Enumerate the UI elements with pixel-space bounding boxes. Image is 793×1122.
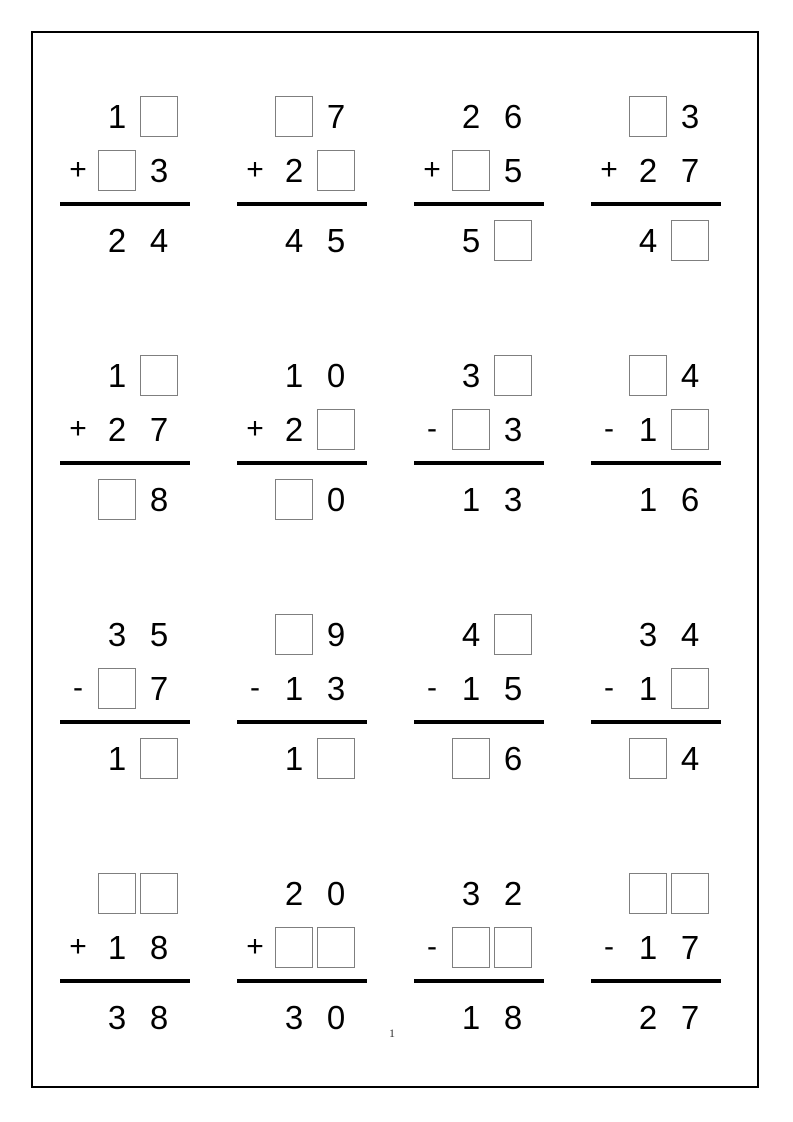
result-row [60, 992, 190, 1042]
equals-rule-line [414, 720, 544, 724]
math-problem [591, 350, 721, 524]
digit: 4 [680, 356, 700, 394]
operator-sign: - [250, 671, 260, 704]
operator-spacer [591, 215, 627, 265]
bottom-operand-row [414, 922, 544, 972]
bottom-operand-row [237, 404, 367, 454]
digit: 1 [638, 669, 658, 707]
answer-box[interactable] [140, 96, 178, 137]
math-problem [60, 350, 190, 524]
operator-spacer [60, 868, 96, 918]
top-operand-row [414, 91, 544, 141]
digit: 1 [284, 356, 304, 394]
result-row [237, 474, 367, 524]
answer-box[interactable] [452, 409, 490, 450]
operator-sign: + [246, 153, 264, 186]
math-problem [60, 609, 190, 783]
equals-rule-line [60, 461, 190, 465]
digit: 1 [638, 410, 658, 448]
operator-sign: + [600, 153, 618, 186]
operator-spacer [60, 91, 96, 141]
digit: 1 [461, 669, 481, 707]
digit: 7 [149, 410, 169, 448]
result-row [591, 733, 721, 783]
digit: 7 [326, 97, 346, 135]
digit: 4 [284, 221, 304, 259]
operator-sign: + [69, 412, 87, 445]
bottom-operand-row [414, 145, 544, 195]
digit: 2 [503, 874, 523, 912]
bottom-operand-row [60, 404, 190, 454]
digit: 2 [107, 410, 127, 448]
operator-spacer [591, 733, 627, 783]
math-problem [237, 350, 367, 524]
digit: 3 [149, 151, 169, 189]
operator-spacer [414, 609, 450, 659]
digit: 8 [149, 928, 169, 966]
operator-spacer [237, 868, 273, 918]
result-row [591, 474, 721, 524]
page-number: 1 [389, 1026, 395, 1040]
operator-spacer [414, 350, 450, 400]
result-row [237, 733, 367, 783]
top-operand-row [237, 868, 367, 918]
operator-sign: + [69, 930, 87, 963]
operator-spacer [237, 91, 273, 141]
digit: 7 [680, 928, 700, 966]
equals-rule-line [237, 202, 367, 206]
operator-spacer [60, 474, 96, 524]
operator-sign: + [246, 930, 264, 963]
bottom-operand-row [414, 404, 544, 454]
answer-box[interactable] [98, 479, 136, 520]
digit: 1 [107, 739, 127, 777]
answer-box[interactable] [317, 738, 355, 779]
math-problem [414, 91, 544, 265]
operator-sign: - [604, 930, 614, 963]
digit: 1 [638, 480, 658, 518]
operator-sign: - [604, 412, 614, 445]
result-row [414, 733, 544, 783]
top-operand-row [591, 91, 721, 141]
digit: 6 [503, 739, 523, 777]
operator-sign: - [427, 412, 437, 445]
digit: 1 [284, 739, 304, 777]
operator-spacer [237, 609, 273, 659]
operator-spacer [591, 474, 627, 524]
operator-spacer [237, 992, 273, 1042]
operator-spacer [591, 609, 627, 659]
digit: 3 [461, 874, 481, 912]
digit: 2 [284, 874, 304, 912]
math-problem [591, 868, 721, 1042]
answer-box[interactable] [452, 927, 490, 968]
math-problem [414, 868, 544, 1042]
bottom-operand-row [591, 922, 721, 972]
operator-spacer [237, 733, 273, 783]
digit: 4 [149, 221, 169, 259]
top-operand-row [60, 609, 190, 659]
math-problem [60, 868, 190, 1042]
result-row [60, 474, 190, 524]
answer-box[interactable] [98, 150, 136, 191]
bottom-operand-row [414, 663, 544, 713]
bottom-operand-row [591, 404, 721, 454]
result-row [591, 215, 721, 265]
digit: 8 [149, 998, 169, 1036]
operator-spacer [414, 868, 450, 918]
operator-sign: - [427, 930, 437, 963]
operator-spacer [237, 474, 273, 524]
top-operand-row [60, 868, 190, 918]
digit: 4 [680, 739, 700, 777]
digit: 0 [326, 998, 346, 1036]
equals-rule-line [591, 720, 721, 724]
operator-spacer [60, 992, 96, 1042]
top-operand-row [414, 868, 544, 918]
digit: 1 [107, 97, 127, 135]
digit: 3 [503, 480, 523, 518]
digit: 9 [326, 615, 346, 653]
top-operand-row [591, 868, 721, 918]
answer-box[interactable] [494, 927, 532, 968]
digit: 2 [107, 221, 127, 259]
operator-spacer [414, 733, 450, 783]
answer-box[interactable] [275, 927, 313, 968]
digit: 2 [284, 410, 304, 448]
bottom-operand-row [591, 145, 721, 195]
result-row [237, 215, 367, 265]
math-problem [414, 609, 544, 783]
top-operand-row [60, 91, 190, 141]
top-operand-row [60, 350, 190, 400]
operator-spacer [237, 350, 273, 400]
bottom-operand-row [60, 663, 190, 713]
digit: 0 [326, 874, 346, 912]
digit: 2 [461, 97, 481, 135]
digit: 2 [638, 151, 658, 189]
answer-box[interactable] [494, 614, 532, 655]
bottom-operand-row [237, 663, 367, 713]
answer-box[interactable] [140, 355, 178, 396]
digit: 3 [680, 97, 700, 135]
result-row [60, 733, 190, 783]
operator-sign: + [423, 153, 441, 186]
top-operand-row [237, 350, 367, 400]
result-row [591, 992, 721, 1042]
operator-spacer [60, 733, 96, 783]
operator-spacer [591, 868, 627, 918]
math-problem [591, 91, 721, 265]
top-operand-row [414, 609, 544, 659]
digit: 1 [461, 480, 481, 518]
digit: 1 [107, 928, 127, 966]
digit: 1 [638, 928, 658, 966]
answer-box[interactable] [98, 668, 136, 709]
digit: 6 [680, 480, 700, 518]
answer-box[interactable] [494, 355, 532, 396]
digit: 7 [149, 669, 169, 707]
answer-box[interactable] [671, 409, 709, 450]
top-operand-row [591, 609, 721, 659]
operator-spacer [60, 609, 96, 659]
answer-box[interactable] [317, 409, 355, 450]
result-row [60, 215, 190, 265]
answer-box[interactable] [671, 668, 709, 709]
math-problem [414, 350, 544, 524]
digit: 3 [284, 998, 304, 1036]
answer-box[interactable] [275, 614, 313, 655]
result-row [414, 215, 544, 265]
bottom-operand-row [591, 663, 721, 713]
math-problem [237, 868, 367, 1042]
bottom-operand-row [60, 145, 190, 195]
math-problem [591, 609, 721, 783]
bottom-operand-row [60, 922, 190, 972]
digit: 8 [149, 480, 169, 518]
answer-box[interactable] [275, 479, 313, 520]
math-problem [60, 91, 190, 265]
digit: 5 [503, 151, 523, 189]
digit: 0 [326, 480, 346, 518]
digit: 1 [461, 998, 481, 1036]
digit: 6 [503, 97, 523, 135]
digit: 3 [107, 998, 127, 1036]
equals-rule-line [60, 720, 190, 724]
digit: 7 [680, 151, 700, 189]
operator-sign: + [246, 412, 264, 445]
problems-grid [60, 91, 721, 1042]
math-problem [237, 609, 367, 783]
answer-box[interactable] [98, 873, 136, 914]
equals-rule-line [591, 979, 721, 983]
operator-spacer [591, 91, 627, 141]
math-problem [237, 91, 367, 265]
operator-sign: - [604, 671, 614, 704]
answer-box[interactable] [494, 220, 532, 261]
operator-sign: + [69, 153, 87, 186]
operator-sign: - [73, 671, 83, 704]
answer-box[interactable] [452, 738, 490, 779]
digit: 2 [284, 151, 304, 189]
digit: 5 [149, 615, 169, 653]
bottom-operand-row [237, 922, 367, 972]
digit: 5 [326, 221, 346, 259]
operator-spacer [414, 91, 450, 141]
digit: 5 [461, 221, 481, 259]
top-operand-row [237, 609, 367, 659]
equals-rule-line [60, 979, 190, 983]
equals-rule-line [237, 461, 367, 465]
equals-rule-line [60, 202, 190, 206]
digit: 3 [461, 356, 481, 394]
answer-box[interactable] [671, 220, 709, 261]
operator-spacer [414, 474, 450, 524]
top-operand-row [414, 350, 544, 400]
digit: 3 [503, 410, 523, 448]
answer-box[interactable] [629, 738, 667, 779]
result-row [414, 992, 544, 1042]
answer-box[interactable] [140, 873, 178, 914]
digit: 0 [326, 356, 346, 394]
answer-box[interactable] [671, 873, 709, 914]
answer-box[interactable] [317, 927, 355, 968]
answer-box[interactable] [629, 873, 667, 914]
operator-spacer [591, 350, 627, 400]
operator-spacer [60, 350, 96, 400]
equals-rule-line [414, 202, 544, 206]
result-row [237, 992, 367, 1042]
operator-spacer [414, 992, 450, 1042]
answer-box[interactable] [275, 96, 313, 137]
bottom-operand-row [237, 145, 367, 195]
digit: 4 [638, 221, 658, 259]
operator-spacer [60, 215, 96, 265]
equals-rule-line [414, 461, 544, 465]
equals-rule-line [414, 979, 544, 983]
operator-sign: - [427, 671, 437, 704]
operator-spacer [414, 215, 450, 265]
digit: 7 [680, 998, 700, 1036]
answer-box[interactable] [452, 150, 490, 191]
digit: 1 [107, 356, 127, 394]
digit: 8 [503, 998, 523, 1036]
answer-box[interactable] [629, 355, 667, 396]
digit: 5 [503, 669, 523, 707]
digit: 3 [326, 669, 346, 707]
equals-rule-line [237, 720, 367, 724]
digit: 4 [680, 615, 700, 653]
equals-rule-line [237, 979, 367, 983]
digit: 4 [461, 615, 481, 653]
digit: 3 [638, 615, 658, 653]
equals-rule-line [591, 202, 721, 206]
digit: 1 [284, 669, 304, 707]
answer-box[interactable] [629, 96, 667, 137]
operator-spacer [237, 215, 273, 265]
top-operand-row [237, 91, 367, 141]
digit: 2 [638, 998, 658, 1036]
digit: 3 [107, 615, 127, 653]
answer-box[interactable] [317, 150, 355, 191]
answer-box[interactable] [140, 738, 178, 779]
top-operand-row [591, 350, 721, 400]
result-row [414, 474, 544, 524]
operator-spacer [591, 992, 627, 1042]
equals-rule-line [591, 461, 721, 465]
